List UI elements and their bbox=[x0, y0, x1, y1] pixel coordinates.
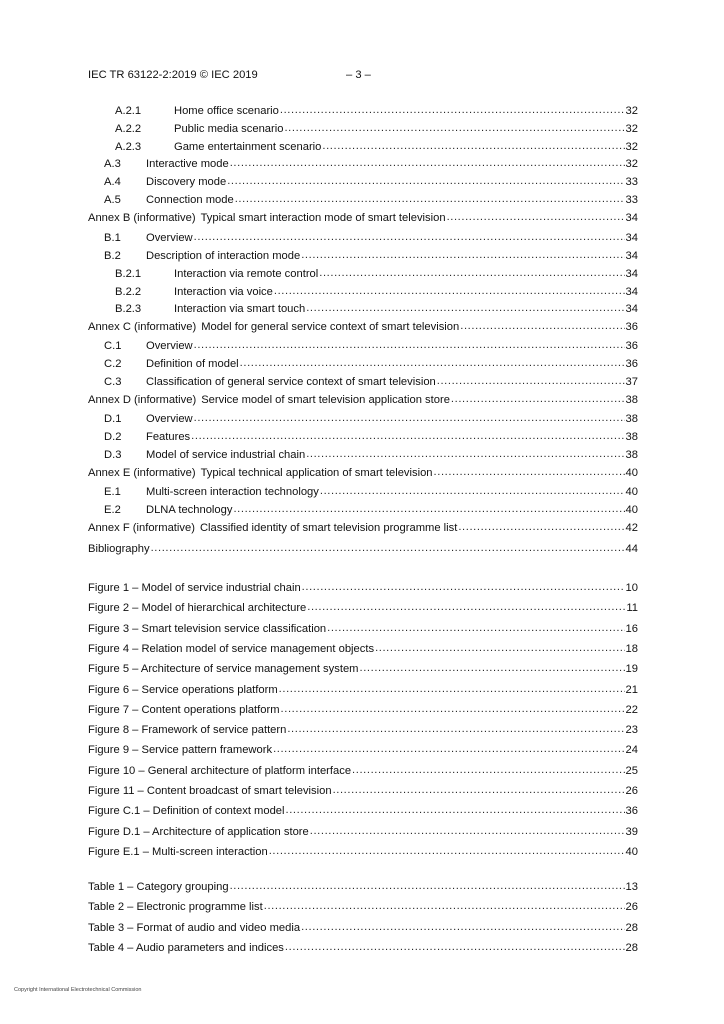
dot-leader bbox=[274, 284, 625, 298]
entry-page: 34 bbox=[625, 250, 638, 262]
entry-page: 38 bbox=[625, 394, 638, 406]
section-number: B.2 bbox=[104, 250, 121, 262]
dot-leader bbox=[230, 879, 625, 893]
dot-leader bbox=[194, 230, 625, 244]
section-number: C.1 bbox=[104, 340, 122, 352]
toc-entry[interactable] bbox=[104, 157, 638, 171]
figure-title: Figure 8 – Framework of service pattern bbox=[88, 724, 287, 737]
dot-leader bbox=[434, 465, 625, 479]
figure-entry[interactable] bbox=[88, 581, 638, 595]
dot-leader bbox=[194, 411, 625, 425]
dot-leader bbox=[319, 266, 624, 280]
toc-entry[interactable] bbox=[104, 357, 638, 371]
entry-title: Classified identity of smart television programme list bbox=[199, 522, 458, 534]
dot-leader bbox=[287, 722, 624, 736]
dot-leader bbox=[333, 783, 625, 797]
dot-leader bbox=[194, 338, 625, 352]
section-number: D.2 bbox=[104, 431, 122, 443]
table-page: 28 bbox=[625, 941, 638, 954]
toc-entry[interactable] bbox=[88, 542, 638, 556]
dot-leader bbox=[280, 103, 625, 117]
section-number: A.4 bbox=[104, 176, 121, 188]
entry-page: 40 bbox=[625, 467, 638, 479]
entry-page: 34 bbox=[625, 232, 638, 244]
entry-page: 44 bbox=[625, 543, 638, 555]
figure-title: Figure 11 – Content broadcast of smart television bbox=[88, 785, 332, 797]
table-entry[interactable] bbox=[88, 880, 638, 894]
toc-entry[interactable] bbox=[104, 448, 638, 462]
figure-entry[interactable] bbox=[88, 825, 638, 839]
entry-title: Interactive mode bbox=[146, 158, 229, 170]
section-number: E.1 bbox=[104, 486, 121, 498]
entry-title: Description of interaction mode bbox=[146, 250, 301, 262]
page-header bbox=[88, 69, 628, 83]
dot-leader bbox=[279, 682, 625, 696]
entry-page: 32 bbox=[625, 158, 638, 170]
entry-title: Home office scenario bbox=[174, 105, 279, 117]
entry-page: 33 bbox=[625, 176, 638, 188]
dot-leader bbox=[281, 702, 625, 716]
toc-entry[interactable] bbox=[104, 339, 638, 353]
table-entry[interactable] bbox=[88, 921, 638, 935]
figure-title: Figure 10 – General architecture of platform interface bbox=[88, 764, 352, 777]
dot-leader bbox=[286, 803, 625, 817]
figure-page: 11 bbox=[626, 602, 638, 615]
section-number: D.3 bbox=[104, 449, 122, 461]
table-page: 28 bbox=[625, 921, 638, 934]
entry-title: Public media scenario bbox=[174, 123, 284, 135]
section-number: C.2 bbox=[104, 358, 122, 370]
table-title: Table 3 – Format of audio and video media bbox=[88, 921, 301, 934]
entry-page: 36 bbox=[625, 340, 638, 352]
dot-leader bbox=[359, 661, 624, 675]
toc-entry[interactable] bbox=[88, 466, 638, 480]
entry-title: Typical technical application of smart television bbox=[200, 467, 433, 479]
toc-entry[interactable] bbox=[115, 122, 638, 136]
figure-page: 18 bbox=[625, 642, 638, 655]
toc-entry[interactable] bbox=[104, 231, 638, 245]
dot-leader bbox=[284, 121, 624, 135]
section-number: A.2.3 bbox=[115, 141, 142, 153]
figure-entry[interactable] bbox=[88, 622, 638, 636]
dot-leader bbox=[307, 600, 625, 614]
figure-title: Figure 7 – Content operations platform bbox=[88, 703, 280, 716]
entry-title: Overview bbox=[146, 340, 193, 352]
section-number: B.2.1 bbox=[115, 268, 142, 280]
figure-entry[interactable] bbox=[88, 642, 638, 656]
copyright-notice: Copyright International Electrotechnical Commission bbox=[14, 987, 142, 993]
figure-page: 19 bbox=[625, 663, 638, 676]
dot-leader bbox=[451, 392, 625, 406]
table-title: Table 2 – Electronic programme list bbox=[88, 901, 263, 914]
entry-page: 33 bbox=[625, 194, 638, 206]
figure-page: 23 bbox=[625, 724, 638, 737]
toc-entry[interactable] bbox=[88, 521, 638, 535]
entry-title: Typical smart interaction mode of smart television bbox=[200, 212, 446, 224]
figure-title: Figure 2 – Model of hierarchical architecture bbox=[88, 602, 307, 615]
dot-leader bbox=[447, 210, 625, 224]
section-number: E.2 bbox=[104, 504, 121, 516]
table-title: Table 4 – Audio parameters and indices bbox=[88, 941, 284, 954]
dot-leader bbox=[301, 248, 624, 262]
section-number: A.2.1 bbox=[115, 105, 142, 117]
toc-entry[interactable] bbox=[104, 430, 638, 444]
entry-title: Interaction via voice bbox=[174, 286, 273, 298]
dot-leader bbox=[306, 301, 624, 315]
figure-page: 25 bbox=[625, 764, 638, 777]
entry-page: 32 bbox=[625, 123, 638, 135]
table-page: 26 bbox=[625, 901, 638, 914]
figure-page: 39 bbox=[625, 825, 638, 838]
toc-entry[interactable] bbox=[104, 193, 638, 207]
entry-page: 42 bbox=[625, 522, 638, 534]
entry-title: DLNA technology bbox=[146, 504, 233, 516]
dot-leader bbox=[269, 844, 625, 858]
entry-title: Overview bbox=[146, 232, 193, 244]
toc-entry[interactable] bbox=[104, 375, 638, 389]
toc-entry[interactable] bbox=[104, 503, 638, 517]
dot-leader bbox=[458, 520, 624, 534]
entry-page: 38 bbox=[625, 449, 638, 461]
figure-entry[interactable] bbox=[88, 743, 638, 757]
table-page: 13 bbox=[625, 881, 638, 893]
entry-page: 32 bbox=[625, 105, 638, 117]
dot-leader bbox=[151, 541, 625, 555]
dot-leader bbox=[227, 174, 624, 188]
entry-title: Definition of model bbox=[146, 358, 239, 370]
annex-label: Annex F (informative) bbox=[88, 522, 195, 534]
toc-entry[interactable] bbox=[115, 140, 638, 154]
figure-page: 24 bbox=[625, 744, 638, 757]
entry-page: 38 bbox=[625, 431, 638, 443]
toc-entry[interactable] bbox=[115, 285, 638, 299]
dot-leader bbox=[273, 742, 624, 756]
figure-title: Figure 4 – Relation model of service management objects bbox=[88, 642, 375, 655]
table-entry[interactable] bbox=[88, 941, 638, 955]
entry-page: 37 bbox=[625, 376, 638, 388]
dot-leader bbox=[285, 940, 625, 954]
document-id: IEC TR 63122-2:2019 © IEC 2019 bbox=[88, 69, 258, 81]
dot-leader bbox=[301, 920, 624, 934]
figure-page: 36 bbox=[625, 805, 638, 818]
dot-leader bbox=[233, 502, 624, 516]
figure-title: Figure 9 – Service pattern framework bbox=[88, 744, 273, 757]
entry-title: Interaction via remote control bbox=[174, 268, 319, 280]
section-number: B.1 bbox=[104, 232, 121, 244]
figure-page: 26 bbox=[625, 785, 638, 797]
section-number: C.3 bbox=[104, 376, 122, 388]
figure-title: Figure 5 – Architecture of service management system bbox=[88, 663, 359, 676]
dot-leader bbox=[302, 580, 625, 594]
entry-page: 38 bbox=[625, 413, 638, 425]
figure-page: 22 bbox=[625, 703, 638, 716]
toc-entry[interactable] bbox=[88, 393, 638, 407]
figure-entry[interactable] bbox=[88, 764, 638, 778]
entry-title: Features bbox=[146, 431, 191, 443]
entry-title: Discovery mode bbox=[146, 176, 227, 188]
figure-title: Figure 1 – Model of service industrial chain bbox=[88, 582, 301, 594]
entry-title: Game entertainment scenario bbox=[174, 141, 322, 153]
entry-page: 34 bbox=[625, 212, 638, 224]
figure-title: Figure 6 – Service operations platform bbox=[88, 683, 278, 696]
toc-entry[interactable] bbox=[115, 267, 638, 281]
entry-title: Overview bbox=[146, 413, 193, 425]
toc-entry[interactable] bbox=[115, 104, 638, 118]
dot-leader bbox=[306, 447, 624, 461]
dot-leader bbox=[310, 824, 625, 838]
entry-title: Model for general service context of smart television bbox=[201, 321, 460, 333]
entry-title: Bibliography bbox=[88, 543, 150, 555]
figure-entry[interactable] bbox=[88, 723, 638, 737]
entry-page: 40 bbox=[625, 486, 638, 498]
dot-leader bbox=[352, 763, 625, 777]
annex-label: Annex C (informative) bbox=[88, 321, 197, 333]
figure-page: 16 bbox=[625, 622, 638, 635]
entry-page: 34 bbox=[625, 286, 638, 298]
figure-title: Figure D.1 – Architecture of application store bbox=[88, 825, 309, 838]
entry-page: 32 bbox=[625, 141, 638, 153]
figure-entry[interactable] bbox=[88, 601, 638, 615]
table-entry[interactable] bbox=[88, 900, 638, 914]
toc-entry[interactable] bbox=[115, 302, 638, 316]
entry-page: 36 bbox=[625, 321, 638, 333]
figure-entry[interactable] bbox=[88, 804, 638, 818]
annex-label: Annex D (informative) bbox=[88, 394, 197, 406]
page-number: – 3 – bbox=[346, 69, 371, 81]
toc-entry[interactable] bbox=[88, 320, 638, 334]
section-number: D.1 bbox=[104, 413, 122, 425]
entry-page: 34 bbox=[625, 268, 638, 280]
figure-page: 21 bbox=[625, 683, 638, 696]
table-title: Table 1 – Category grouping bbox=[88, 881, 229, 893]
dot-leader bbox=[320, 484, 625, 498]
entry-title: Multi-screen interaction technology bbox=[146, 486, 319, 498]
figure-entry[interactable] bbox=[88, 703, 638, 717]
dot-leader bbox=[240, 356, 625, 370]
entry-page: 36 bbox=[625, 358, 638, 370]
dot-leader bbox=[191, 429, 624, 443]
dot-leader bbox=[264, 899, 625, 913]
entry-title: Model of service industrial chain bbox=[146, 449, 306, 461]
figure-entry[interactable] bbox=[88, 784, 638, 798]
dot-leader bbox=[375, 641, 624, 655]
figure-title: Figure 3 – Smart television service classification bbox=[88, 622, 327, 635]
toc-entry[interactable] bbox=[104, 175, 638, 189]
figure-title: Figure E.1 – Multi-screen interaction bbox=[88, 845, 268, 858]
section-number: B.2.3 bbox=[115, 303, 142, 315]
toc-entry[interactable] bbox=[88, 211, 638, 225]
figure-entry[interactable] bbox=[88, 662, 638, 676]
dot-leader bbox=[437, 374, 625, 388]
entry-title: Connection mode bbox=[146, 194, 234, 206]
entry-title: Classification of general service context of smart television bbox=[146, 376, 436, 388]
annex-label: Annex B (informative) bbox=[88, 212, 196, 224]
toc-entry[interactable] bbox=[104, 485, 638, 499]
dot-leader bbox=[322, 139, 624, 153]
figure-entry[interactable] bbox=[88, 845, 638, 859]
section-number: A.3 bbox=[104, 158, 121, 170]
figure-title: Figure C.1 – Definition of context model bbox=[88, 805, 285, 818]
entry-page: 34 bbox=[625, 303, 638, 315]
dot-leader bbox=[327, 621, 624, 635]
toc-entry[interactable] bbox=[104, 249, 638, 263]
annex-label: Annex E (informative) bbox=[88, 467, 196, 479]
figure-page: 40 bbox=[625, 845, 638, 858]
toc-entry[interactable] bbox=[104, 412, 638, 426]
entry-title: Interaction via smart touch bbox=[174, 303, 306, 315]
dot-leader bbox=[235, 192, 625, 206]
figure-page: 10 bbox=[625, 582, 638, 594]
dot-leader bbox=[460, 319, 624, 333]
figure-entry[interactable] bbox=[88, 683, 638, 697]
entry-page: 40 bbox=[625, 504, 638, 516]
entry-title: Service model of smart television application store bbox=[201, 394, 450, 406]
section-number: A.5 bbox=[104, 194, 121, 206]
dot-leader bbox=[230, 156, 625, 170]
section-number: B.2.2 bbox=[115, 286, 142, 298]
section-number: A.2.2 bbox=[115, 123, 142, 135]
